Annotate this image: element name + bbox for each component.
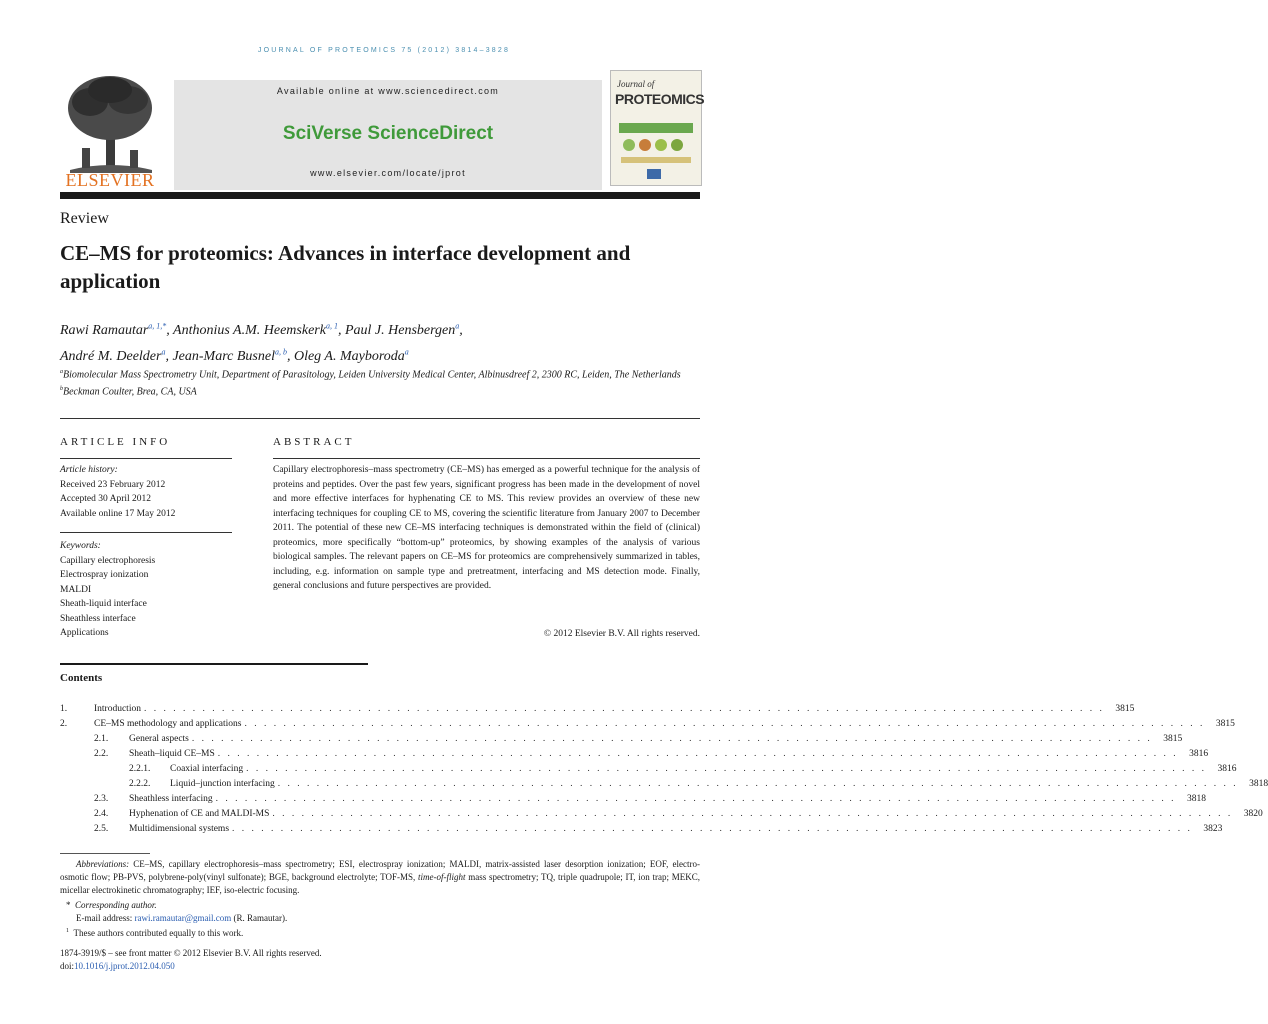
keyword: Electrospray ionization bbox=[60, 570, 149, 580]
author-affiliation-mark[interactable]: a, 1, bbox=[148, 321, 163, 330]
equal-contribution-footnote: $^1$ These authors contributed equally to this work. bbox=[66, 928, 244, 938]
copyright-notice: © 2012 Elsevier B.V. All rights reserved. bbox=[543, 629, 700, 639]
toc-entry[interactable]: 2.1. General aspects . . . . . . . . . . . . . . . . . . . . . . . . . . . . . . . . . . . . . . . . . . . . . . . . . . . . . . . . . . . . . . . . . . . . . . . . . . . . . . . . . . . . . . . . . . . . . . . . . . . 3815 bbox=[94, 734, 1183, 744]
author: Paul J. Hensbergen$^a$, bbox=[344, 321, 463, 338]
contents-divider bbox=[60, 663, 368, 665]
abstract-heading: ABSTRACT bbox=[273, 436, 355, 448]
toc-entry[interactable]: 2.3. Sheathless interfacing . . . . . . . . . . . . . . . . . . . . . . . . . . . . . . . . . . . . . . . . . . . . . . . . . . . . . . . . . . . . . . . . . . . . . . . . . . . . . . . . . . . . . . . . . . . . . . . . . . . 3818 bbox=[94, 794, 1207, 804]
abstract-text: Capillary electrophoresis–mass spectrometry (CE–MS) has emerged as a powerful technique for the analysis of proteins and peptides. Over the past few years, significant progress has been made in the development of novel and more effective interfaces for hyphenating CE to MS. This review provides an overview of these new interfacing techniques for coupling CE to MS, covering the scientific literature from January 2007 to December 2011. The potential of these new CE–MS interfacing techniques is demonstrated within the field of (clinical) proteomics, more specifically “bottom-up” proteomics, by showing examples of the analysis of various biological samples. The relevant papers on CE–MS for proteomics are comprehensively summarized in tables, including, e.g. information on sample type and pretreatment, interfacing and MS detection mode. Finally, general conclusions and future perspectives are provided. bbox=[273, 465, 700, 591]
cover-title-top: Journal of bbox=[617, 79, 655, 89]
cover-title: PROTEOMICS bbox=[615, 91, 705, 107]
footnote-divider bbox=[60, 853, 150, 854]
contents-heading: Contents bbox=[60, 672, 103, 684]
article-info-divider bbox=[60, 458, 232, 459]
front-matter-notice: 1874-3919/$ – see front matter © 2012 Elsevier B.V. All rights reserved. bbox=[60, 948, 322, 958]
author: Oleg A. Mayboroda$^a$ bbox=[293, 347, 409, 365]
toc-entry[interactable]: 2. CE–MS methodology and applications . . . . . . . . . . . . . . . . . . . . . . . . . . . . . . . . . . . . . . . . . . . . . . . . . . . . . . . . . . . . . . . . . . . . . . . . . . . . . . . . . . . . . . . . . . . . . . . . . . . 3815 bbox=[60, 719, 1235, 729]
affiliation-b: $^b$Beckman Coulter, Brea, CA, USA bbox=[60, 386, 197, 398]
header-divider bbox=[60, 192, 700, 199]
author-affiliation-mark[interactable]: a, 1 bbox=[325, 321, 338, 330]
journal-citation: JOURNAL OF PROTEOMICS 75 (2012) 3814–3828 bbox=[257, 47, 511, 54]
accepted-date: Accepted 30 April 2012 bbox=[60, 494, 152, 504]
online-date: Available online 17 May 2012 bbox=[60, 508, 176, 519]
affiliation-divider bbox=[60, 418, 700, 419]
table-of-contents bbox=[60, 702, 1268, 837]
toc-entry[interactable]: 1. Introduction . . . . . . . . . . . . . . . . . . . . . . . . . . . . . . . . . . . . . . . . . . . . . . . . . . . . . . . . . . . . . . . . . . . . . . . . . . . . . . . . . . . . . . . . . . . . . . . . . . . 3815 bbox=[60, 704, 1135, 714]
toc-entry[interactable]: 2.2.1. Coaxial interfacing . . . . . . . . . . . . . . . . . . . . . . . . . . . . . . . . . . . . . . . . . . . . . . . . . . . . . . . . . . . . . . . . . . . . . . . . . . . . . . . . . . . . . . . . . . . . . . . . . . . 3816 bbox=[129, 764, 1237, 774]
author: Jean-Marc Busnel$^{a, b}$, bbox=[172, 347, 294, 365]
sciverse-brand: SciVerse ScienceDirect bbox=[282, 123, 494, 144]
author-affiliation-mark[interactable]: a bbox=[404, 347, 409, 357]
toc-entry[interactable]: 2.2. Sheath–liquid CE–MS . . . . . . . . . . . . . . . . . . . . . . . . . . . . . . . . . . . . . . . . . . . . . . . . . . . . . . . . . . . . . . . . . . . . . . . . . . . . . . . . . . . . . . . . . . . . . . . . . . . 3816 bbox=[94, 749, 1209, 759]
keyword: Sheath-liquid interface bbox=[60, 599, 147, 609]
received-date: Received 23 February 2012 bbox=[60, 479, 166, 490]
corresponding-footnote: * Corresponding author. bbox=[66, 900, 157, 910]
author: André M. Deelder$^a$, bbox=[60, 347, 173, 365]
article-type: Review bbox=[60, 210, 109, 227]
author: Anthonius A.M. Heemskerk$^{a, 1}$, bbox=[173, 321, 345, 338]
article-info-heading: ARTICLE INFO bbox=[60, 436, 171, 448]
keywords-label: Keywords: bbox=[60, 541, 101, 551]
journal-url[interactable]: www.elsevier.com/locate/jprot bbox=[310, 168, 466, 178]
author-list bbox=[60, 315, 700, 368]
doi-link[interactable]: 10.1016/j.jprot.2012.04.050 bbox=[74, 961, 175, 971]
corresponding-author-mark[interactable]: * bbox=[162, 321, 167, 330]
author-email-link[interactable]: rawi.ramautar@gmail.com bbox=[134, 913, 232, 923]
journal-cover bbox=[610, 70, 705, 186]
doi-line: doi:10.1016/j.jprot.2012.04.050 bbox=[60, 961, 175, 971]
toc-entry[interactable]: 2.4. Hyphenation of CE and MALDI-MS . . . . . . . . . . . . . . . . . . . . . . . . . . . . . . . . . . . . . . . . . . . . . . . . . . . . . . . . . . . . . . . . . . . . . . . . . . . . . . . . . . . . . . . . . . . . . . . . . . . 3820 bbox=[94, 809, 1263, 819]
article-history-label: Article history: bbox=[60, 465, 118, 475]
article-history bbox=[60, 463, 235, 521]
author-affiliation-mark[interactable]: a bbox=[455, 321, 460, 330]
affiliation-a: $^a$Biomolecular Mass Spectrometry Unit, Department of Parasitology, Leiden University Medical Center, Albinusdreef 2, 2300 RC, Leiden, The Netherlands bbox=[60, 369, 681, 381]
keyword: Applications bbox=[60, 628, 109, 638]
email-footnote: E-mail address: rawi.ramautar@gmail.com (R. Ramautar). bbox=[76, 913, 288, 923]
toc-entry[interactable]: 2.2.2. Liquid–junction interfacing . . . . . . . . . . . . . . . . . . . . . . . . . . . . . . . . . . . . . . . . . . . . . . . . . . . . . . . . . . . . . . . . . . . . . . . . . . . . . . . . . . . . . . . . . . . . . . . . . . . 3818 bbox=[129, 779, 1268, 789]
keyword: Sheathless interface bbox=[60, 613, 136, 624]
author-affiliation-mark[interactable]: a bbox=[161, 347, 166, 357]
keywords-divider bbox=[60, 532, 232, 533]
elsevier-logo bbox=[60, 70, 160, 190]
author: Rawi Ramautar$^{a, 1,*}$, bbox=[60, 321, 174, 338]
publisher-name: ELSEVIER bbox=[65, 170, 155, 190]
toc-entry[interactable]: 2.5. Multidimensional systems . . . . . . . . . . . . . . . . . . . . . . . . . . . . . . . . . . . . . . . . . . . . . . . . . . . . . . . . . . . . . . . . . . . . . . . . . . . . . . . . . . . . . . . . . . . . . . . . . . . 3823 bbox=[94, 824, 1223, 834]
abstract-divider bbox=[273, 458, 700, 459]
available-online-text: Available online at www.sciencedirect.com bbox=[276, 86, 500, 96]
keyword: MALDI bbox=[60, 584, 92, 595]
cover-graphic bbox=[611, 115, 701, 185]
affiliations bbox=[60, 365, 700, 400]
author-affiliation-mark[interactable]: a, b bbox=[274, 347, 287, 357]
abbreviations-footnote: Abbreviations: CE–MS, capillary electrophoresis–mass spectrometry; ESI, electrospray ionization; MALDI, matrix-assisted laser desorption ionization; EOF, electro-osmotic flow; PB-PVS, polybrene-poly(vinyl sulfonate); BGE, background electrolyte; TOF-MS, time-of-flight mass spectrometry; TQ, triple quadrupole; IT, ion trap; MEKC, micellar electrokinetic chromatography; IEF, iso-electric focusing. bbox=[60, 859, 700, 895]
keyword: Capillary electrophoresis bbox=[60, 555, 156, 566]
article-title: CE–MS for proteomics: Advances in interface development and application bbox=[60, 241, 631, 293]
keywords bbox=[60, 539, 235, 641]
